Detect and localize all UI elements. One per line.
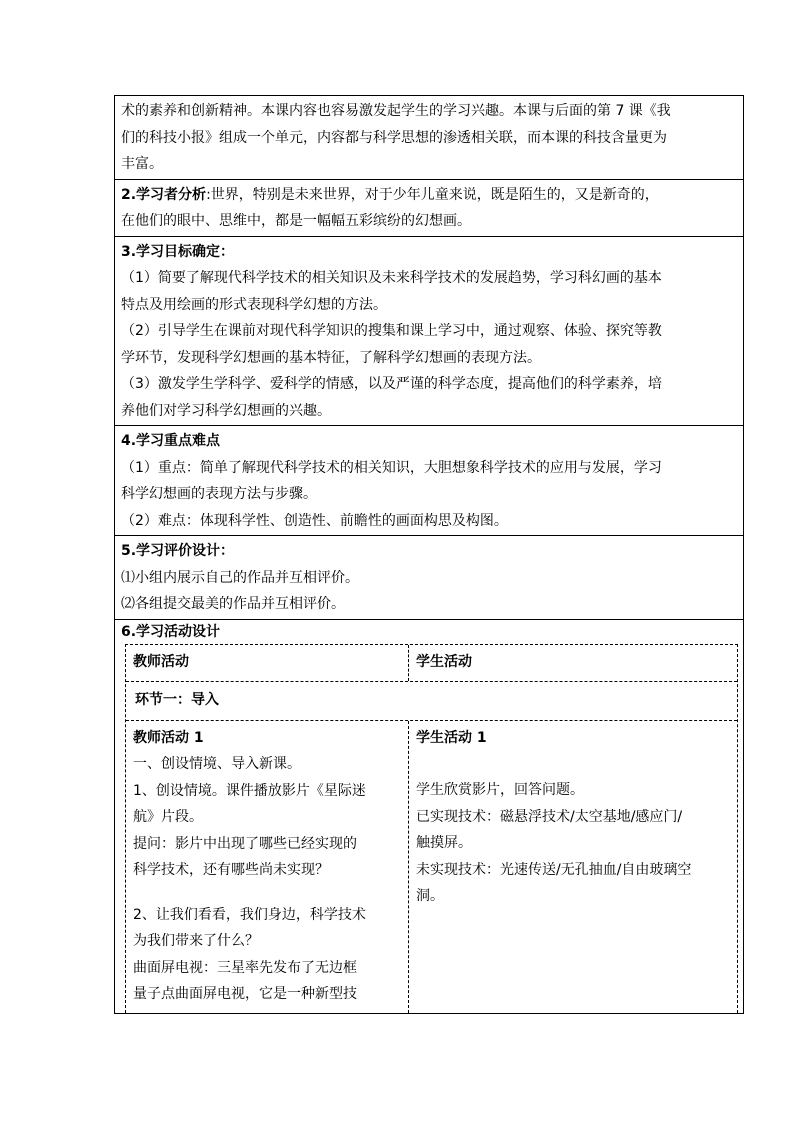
intro-line: 们的科技小报》组成一个单元，内容都与科学思想的渗透相关联，而本课的科技含量更为	[121, 129, 667, 146]
section-learner-analysis	[115, 180, 743, 237]
section-learning-goals	[115, 237, 743, 427]
teacher-column-header: 教师活动	[126, 645, 409, 681]
teacher-line: 曲面屏电视：三星率先发布了无边框	[133, 959, 357, 976]
student-activity-title: 学生活动 1	[416, 729, 487, 746]
learner-line: 在他们的眼中、思维中，都是一幅幅五彩缤纷的幻想画。	[121, 213, 471, 229]
teacher-line: 为我们带来了什么？	[133, 933, 259, 949]
stage-label: 环节一：导入	[135, 692, 219, 709]
evaluation-line: ⑵各组提交最美的作品并互相评价。	[121, 596, 345, 612]
stage-row	[126, 682, 737, 721]
teacher-line: 航》片段。	[133, 809, 203, 825]
intro-line: 术的素养和创新精神。本课内容也容易激发起学生的学习兴趣。本课与后面的第 7 课《我	[121, 103, 671, 119]
teacher-line: 一、创设情境、导入新课。	[133, 756, 301, 772]
activity-heading: 6.学习活动设计	[121, 623, 221, 640]
section-evaluation	[115, 536, 743, 620]
section-key-points	[115, 426, 743, 536]
spacer	[416, 751, 730, 777]
intro-line: 丰富。	[121, 156, 163, 172]
student-column-header: 学生活动	[416, 654, 472, 671]
learner-heading: 2.学习者分析	[121, 186, 207, 203]
goals-line: 特点及用绘画的形式表现科学幻想的方法。	[121, 296, 387, 313]
focus-line: （1）重点：简单了解现代科学技术的相关知识，大胆想象科学技术的应用与发展，学习	[121, 459, 662, 476]
teacher-line: 量子点曲面屏电视，它是一种新型技	[133, 986, 357, 1002]
teacher-activity-cell	[126, 721, 409, 1013]
teacher-line: 1、创设情境。课件播放影片《星际迷	[133, 782, 366, 799]
teacher-line: 提问：影片中出现了哪些已经实现的	[133, 835, 357, 852]
goals-line: 养他们对学习科学幻想画的兴趣。	[121, 402, 331, 419]
section-background-continued	[115, 96, 743, 180]
focus-line: （2）难点：体现科学性、创造性、前瞻性的画面构思及构图。	[121, 512, 508, 529]
evaluation-line: ⑴小组内展示自己的作品并互相评价。	[121, 569, 359, 586]
teacher-line: 2、让我们看看，我们身边，科学技术	[133, 906, 366, 923]
student-line: 学生欣赏影片，回答问题。	[416, 782, 584, 798]
student-line: 洞。	[416, 888, 444, 904]
goals-heading: 3.学习目标确定：	[121, 243, 235, 260]
goals-line: （2）引导学生在课前对现代科学知识的搜集和课上学习中，通过观察、体验、探究等教	[121, 323, 662, 339]
focus-heading: 4.学习重点难点	[121, 433, 221, 449]
student-line: 已实现技术：磁悬浮技术/太空基地/感应门/	[416, 808, 683, 825]
learner-line: 2.学习者分析:世界，特别是未来世界，对于少年儿童来说，既是陌生的，又是新奇的，	[121, 186, 659, 203]
student-line: 未实现技术：光速传送/无孔抽血/自由玻璃空	[416, 861, 692, 878]
goals-line: （1）简要了解现代科学技术的相关知识及未来科学技术的发展趋势，学习科幻画的基本	[121, 270, 662, 286]
activity-header-row	[126, 645, 737, 682]
goals-line: （3）激发学生学科学、爱科学的情感，以及严谨的科学态度，提高他们的科学素养，培	[121, 376, 662, 392]
goals-line: 学环节，发现科学幻想画的基本特征，了解科学幻想画的表现方法。	[121, 349, 541, 366]
section-activity-design	[115, 620, 743, 1013]
lesson-plan-table	[114, 95, 744, 1014]
evaluation-heading: 5.学习评价设计：	[121, 543, 235, 559]
teacher-line: 科学技术，还有哪些尚未实现？	[133, 862, 329, 878]
focus-line: 科学幻想画的表现方法与步骤。	[121, 486, 317, 502]
activity-table	[125, 644, 738, 1013]
activity-content-row	[126, 721, 737, 1013]
teacher-activity-title: 教师活动 1	[133, 729, 204, 746]
student-activity-cell	[409, 721, 737, 1013]
student-line: 触摸屏。	[416, 835, 472, 851]
spacer	[133, 884, 401, 902]
